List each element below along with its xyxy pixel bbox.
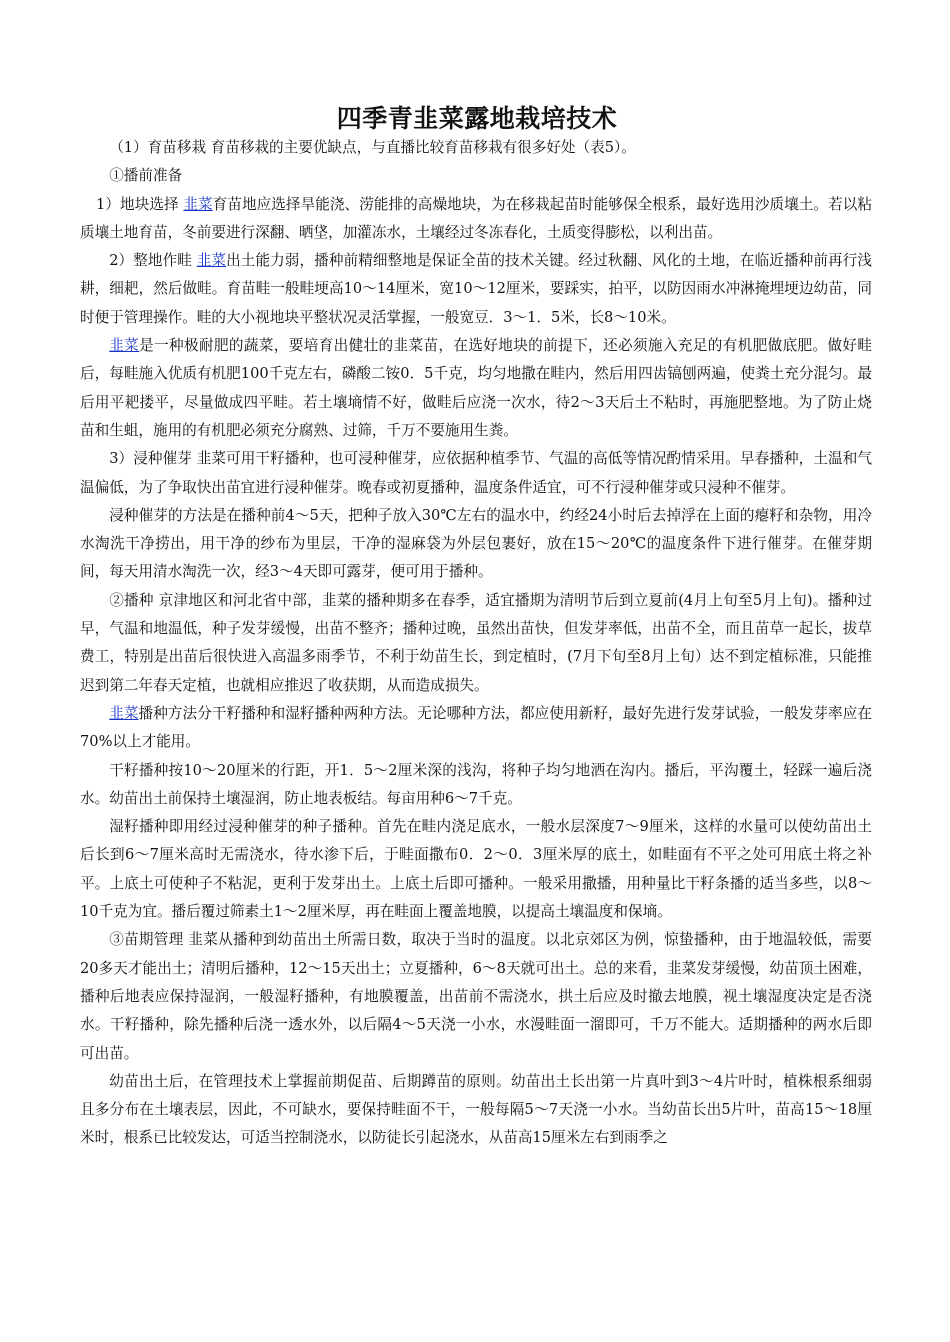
paragraph-dry-seed: 干籽播种按10～20厘米的行距，开1．5～2厘米深的浅沟，将种子均匀地洒在沟内。播后，平沟覆土，轻踩一遍后浇水。幼苗出土前保持土壤湿润，防止地表板结。每亩用种6～7千克。: [80, 761, 872, 807]
document-page: [80, 100, 872, 1153]
paragraph-sowing: ②播种 京津地区和河北省中部，韭菜的播种期多在春季，适宜播期为清明节后到立夏前(4月上旬至5月上旬)。播种过早，气温和地温低，种子发芽缓慢，出苗不整齐；播种过晚，虽然出苗快，但发芽率低，出苗不全，而且苗草一起长，拔草费工，特别是出苗后很快进入高温多雨季节，不利于幼苗生长，到定植时，(7月下旬至8月上旬）达不到定植标准，只能推迟到第二年春天定植，也就相应推迟了收获期，从而造成损失。: [80, 591, 872, 694]
text-segment: 1）地块选择: [96, 195, 184, 213]
paragraph-sowing-methods: [80, 700, 872, 757]
heading-pre-sowing: ①播前准备: [109, 167, 183, 185]
paragraph-soaking: 3）浸种催芽 韭菜可用干籽播种，也可浸种催芽，应依据种植季节、气温的高低等情况酌情采用。早春播种，土温和气温偏低，为了争取快出苗宜进行浸种催芽。晚春或初夏播种，温度条件适宜，可不行浸种催芽或只浸种不催芽。: [80, 450, 872, 496]
text-segment: 2）整地作畦: [109, 252, 197, 270]
leek-link[interactable]: 韭菜: [109, 337, 140, 355]
page-title: 四季青韭菜露地栽培技术: [336, 106, 618, 133]
paragraph-soaking-method: 浸种催芽的方法是在播种前4～5天，把种子放入30℃左右的温水中，约经24小时后去掉浮在上面的瘪籽和杂物，用冷水淘洗干净捞出，用干净的纱布为里层，干净的湿麻袋为外层包裹好，放在15～20℃的温度条件下进行催芽。在催芽期间，每天用清水淘洗一次，经3～4天即可露芽，便可用于播种。: [80, 506, 872, 581]
leek-link[interactable]: 韭菜: [183, 195, 213, 213]
leek-link[interactable]: 韭菜: [109, 704, 139, 722]
text-segment: 是一种极耐肥的蔬菜，要培育出健壮的韭菜苗，在选好地块的前提下，还必须施入充足的有机肥做底肥。做好畦后，每畦施入优质有机肥100千克左右，磷酸二铵0．5千克，均匀地撒在畦内，然后用四齿镐刨两遍，使粪土充分混匀。最后用平耙搂平，尽量做成四平畦。若土壤墒情不好，做畦后应浇一次水，待2～3天后土不粘时，再施肥整地。为了防止烧苗和生蛆，施用的有机肥必须充分腐熟、过筛，千万不要施用生粪。: [80, 337, 872, 439]
text-segment: 播种方法分干籽播种和湿籽播种两种方法。无论哪种方法，都应使用新籽，最好先进行发芽试验，一般发芽率应在70%以上才能用。: [80, 704, 872, 751]
paragraph-post-emergence: 幼苗出土后，在管理技术上掌握前期促苗、后期蹲苗的原则。幼苗出土长出第一片真叶到3～4片叶时，植株根系细弱且多分布在土壤表层，因此，不可缺水，要保持畦面不干，一般每隔5～7天浇一小水。当幼苗长出5片叶，苗高15～18厘米时，根系已比较发达，可适当控制浇水，以防徒长引起浇水，从苗高15厘米左右到雨季之: [80, 1072, 872, 1147]
paragraph-fertilizer: [80, 332, 872, 445]
paragraph-site-selection: [80, 191, 872, 248]
leek-link[interactable]: 韭菜: [196, 252, 227, 270]
paragraph-wet-seed: 湿籽播种即用经过浸种催芽的种子播种。首先在畦内浇足底水，一般水层深度7～9厘米，这样的水量可以使幼苗出土后长到6～7厘米高时无需浇水，待水渗下后，于畦面撒布0．2～0．3厘米厚的底土，如畦面有不平之处可用底土将之补平。上底土可使种子不粘泥，更利于发芽出土。上底土后即可播种。一般采用撒播，用种量比干籽条播的适当多些，以8～10千克为宜。播后覆过筛素土1～2厘米厚，再在畦面上覆盖地膜，以提高土壤温度和保墒。: [80, 818, 872, 921]
paragraph-land-prep: [80, 247, 872, 332]
text-segment: 出土能力弱，播种前精细整地是保证全苗的技术关键。经过秋翻、风化的土地，在临近播种前再行浅耕，细耙，然后做畦。育苗畦一般畦埂高10～14厘米，宽10～12厘米，要踩实，拍平，以防因雨水冲淋掩埋埂边幼苗，同时便于管理操作。畦的大小视地块平整状况灵活掌握，一般宽豆．3～1．5米，长8～10米。: [80, 252, 872, 326]
paragraph-seedling-management: ③苗期管理 韭菜从播种到幼苗出土所需日数，取决于当时的温度。以北京郊区为例，惊蛰播种，由于地温较低，需要20多天才能出土；清明后播种，12～15天出土；立夏播种，6～8天就可出土。总的来看，韭菜发芽缓慢，幼苗顶土困难，播种后地表应保持湿润，一般湿籽播种，有地膜覆盖，出苗前不需浇水，拱土后应及时撤去地膜，视土壤湿度决定是否浇水。干籽播种，除先播种后浇一透水外，以后隔4～5天浇一小水，水漫畦面一溜即可，千万不能大。适期播种的两水后即可出苗。: [80, 931, 872, 1062]
text-segment: 育苗地应选择旱能浇、涝能排的高燥地块，为在移栽起苗时能够保全根系，最好选用沙质壤土。若以粘质壤土地育苗，冬前要进行深翻、晒垡，加灌冻水，土壤经过冬冻春化，土质变得膨松，以利出苗。: [80, 195, 872, 241]
paragraph-seedling-transplant: （1）育苗移栽 育苗移栽的主要优缺点，与直播比较育苗移栽有很多好处（表5）。: [109, 139, 636, 156]
